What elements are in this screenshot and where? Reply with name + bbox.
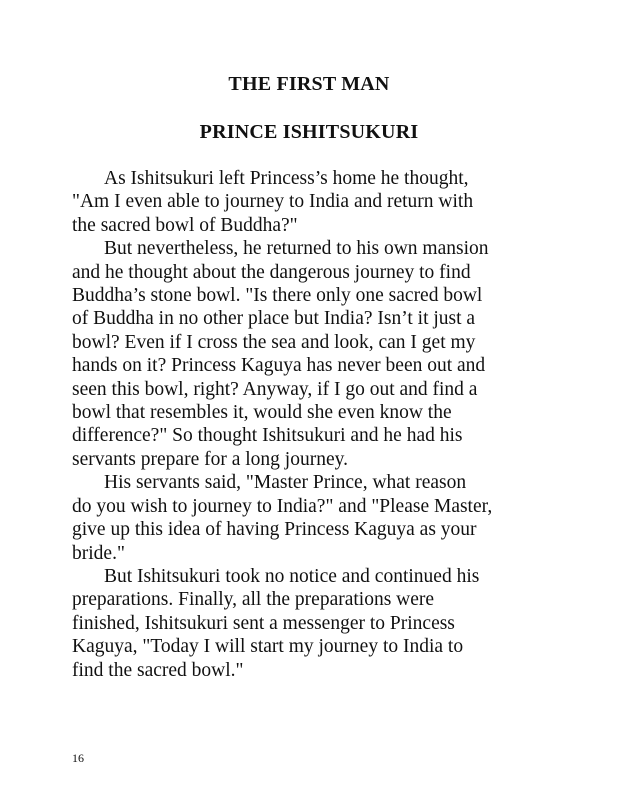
text-line: servants prepare for a long journey. xyxy=(72,448,348,470)
text-line: finished, Ishitsukuri sent a messenger to Princess xyxy=(72,612,455,634)
paragraph xyxy=(72,565,524,682)
text-line: As Ishitsukuri left Princess’s home he thought, xyxy=(104,168,469,189)
text-line: His servants said, "Master Prince, what reason xyxy=(104,472,467,494)
text-line: and he thought about the dangerous journey to find xyxy=(72,261,471,283)
text-line: Kaguya, "Today I will start my journey to India to xyxy=(72,636,464,658)
text-line: seen this bowl, right? Anyway, if I go out and find a xyxy=(72,378,478,400)
text-line: preparations. Finally, all the preparations were xyxy=(72,589,435,611)
page-number: 16 xyxy=(72,751,84,765)
text-line: the sacred bowl of Buddha?" xyxy=(72,214,298,236)
text-line: "Am I even able to journey to India and return with xyxy=(72,191,474,213)
text-line: bowl? Even if I cross the sea and look, can I get my xyxy=(72,331,476,353)
text-line: do you wish to journey to India?" and "Please Master, xyxy=(72,495,493,517)
section-title: PRINCE ISHITSUKURI xyxy=(199,121,419,143)
paragraph xyxy=(72,471,524,565)
text-line: hands on it? Princess Kaguya has never been out and xyxy=(72,355,486,377)
text-line: of Buddha in no other place but India? Isn’t it just a xyxy=(72,308,476,330)
text-line: difference?" So thought Ishitsukuri and he had his xyxy=(72,425,463,447)
paragraph xyxy=(72,237,524,471)
text-line: But nevertheless, he returned to his own mansion xyxy=(104,238,489,260)
text-line: find the sacred bowl." xyxy=(72,659,244,681)
text-line: bowl that resembles it, would she even know the xyxy=(72,402,452,424)
paragraph xyxy=(72,167,524,237)
text-line: Buddha’s stone bowl. "Is there only one sacred bowl xyxy=(72,285,483,307)
text-line: bride." xyxy=(72,542,125,564)
text-line: But Ishitsukuri took no notice and continued his xyxy=(104,565,480,587)
body-text xyxy=(72,167,524,682)
chapter-title: THE FIRST MAN xyxy=(228,73,390,95)
text-line: give up this idea of having Princess Kaguya as your xyxy=(72,519,477,541)
